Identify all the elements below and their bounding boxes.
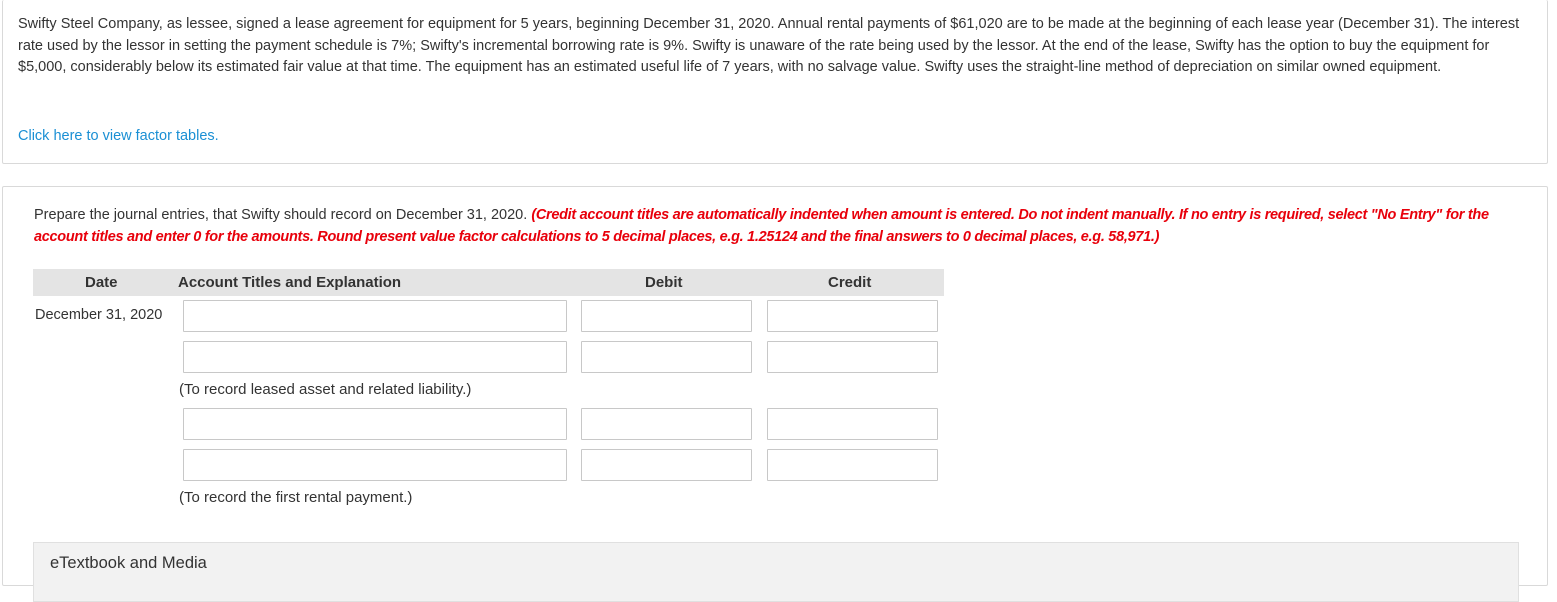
credit-input[interactable]: [767, 408, 938, 440]
account-title-input[interactable]: [183, 341, 567, 373]
problem-statement: Swifty Steel Company, as lessee, signed a lease agreement for equipment for 5 years, beginning December 31, 2020. Annual rental payments of $61,020 are to be made at the beginning of each lease year (December 31). The interest rate used by the lessor in setting the payment schedule is 7%; Swifty's incremental borrowing rate is 9%. Swifty is unaware of the rate being used by the lessor. At the end of the lease, Swifty has the option to buy the equipment for $5,000, considerably below its estimated fair value at that time. The equipment has an estimated useful life of 7 years, with no salvage value. Swifty uses the straight-line method of depreciation on similar owned equipment.: [18, 16, 1520, 75]
account-title-input[interactable]: [183, 300, 567, 332]
debit-input[interactable]: [581, 341, 752, 373]
journal-header: [33, 269, 944, 296]
debit-input[interactable]: [581, 300, 752, 332]
etextbook-media-section[interactable]: [33, 542, 1519, 602]
etextbook-media-label: eTextbook and Media: [50, 554, 207, 572]
factor-tables-link[interactable]: Click here to view factor tables.: [18, 128, 219, 144]
question-instructions: [34, 205, 1524, 248]
question-panel: [2, 186, 1548, 586]
entry-date: December 31, 2020: [35, 307, 163, 323]
header-account-titles: Account Titles and Explanation: [178, 274, 402, 291]
problem-panel: [2, 0, 1548, 164]
header-debit: Debit: [645, 274, 683, 291]
debit-input[interactable]: [581, 408, 752, 440]
question-instruction-note: (Credit account titles are automatically indented when amount is entered. Do not indent manually. If no entry is required, select "No Entry" for the account titles and enter 0 for the amounts. Round present value factor calculations to 5 decimal places, e.g. 1.25124 and the final answers to 0 decimal places, e.g. 58,971.): [34, 207, 1489, 245]
account-title-input[interactable]: [183, 449, 567, 481]
credit-input[interactable]: [767, 341, 938, 373]
entry-memo: (To record the first rental payment.): [179, 489, 413, 506]
credit-input[interactable]: [767, 449, 938, 481]
credit-input[interactable]: [767, 300, 938, 332]
debit-input[interactable]: [581, 449, 752, 481]
entry-memo: (To record leased asset and related liability.): [179, 381, 472, 398]
header-credit: Credit: [828, 274, 872, 291]
account-title-input[interactable]: [183, 408, 567, 440]
header-date: Date: [85, 274, 118, 291]
question-prompt: Prepare the journal entries, that Swifty should record on December 31, 2020.: [34, 207, 532, 223]
